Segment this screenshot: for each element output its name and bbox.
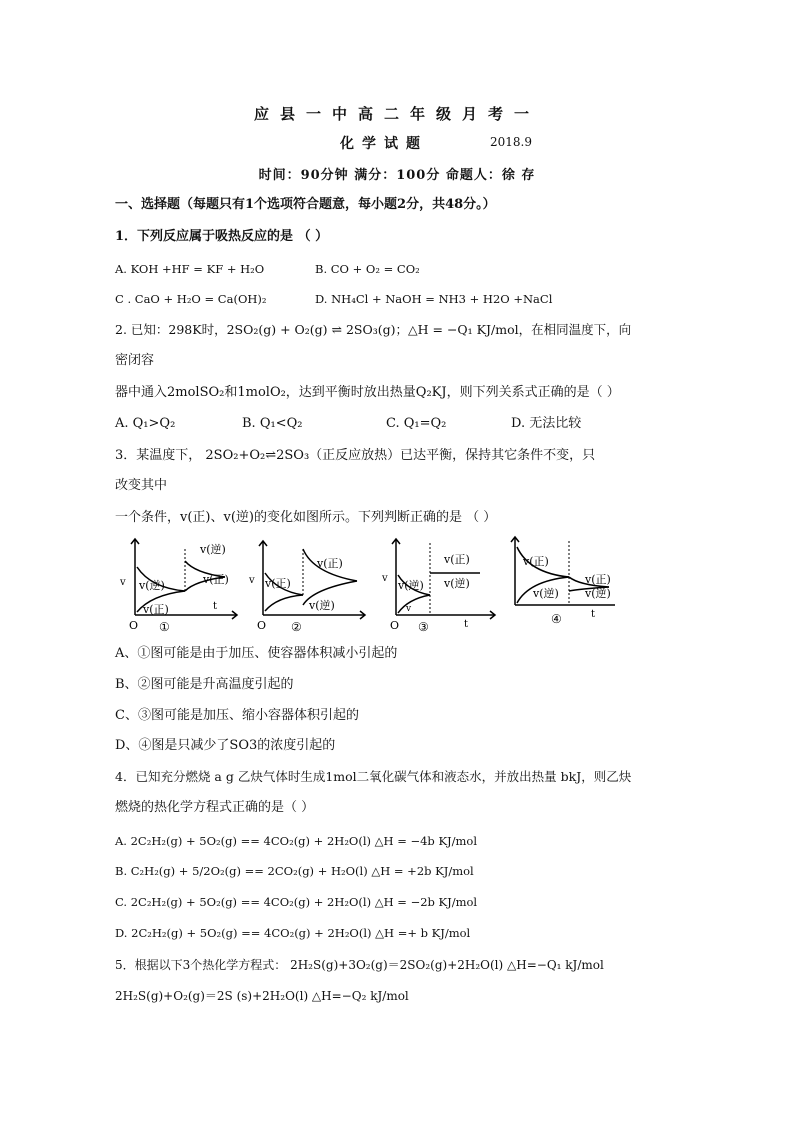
graph4-label-zheng: v(正) xyxy=(585,573,611,586)
q2-stem-2: 密闭容 xyxy=(115,353,155,368)
q2-option-d: D. 无法比较 xyxy=(511,416,582,431)
q3-stem-1: 3．某温度下， 2SO₂+O₂⇌2SO₃（正反应放热）已达平衡，保持其它条件不变，只 xyxy=(115,448,596,463)
q4-stem-1: 4．已知充分燃烧 a g 乙炔气体时生成1mol二氧化碳气体和液态水，并放出热量 bkJ，则乙炔 xyxy=(115,769,632,784)
graph1-label-zheng: v(正) xyxy=(203,573,229,586)
exam-date: 2018.9 xyxy=(490,135,532,149)
exam-info: 时间：90分钟 满分：100分 命题人：徐 存 xyxy=(258,168,536,183)
q4-option-c: C. 2C₂H₂(g) + 5O₂(g) == 4CO₂(g) + 2H₂O(l) △H = −2b KJ/mol xyxy=(115,895,478,909)
q3-graph-4 xyxy=(505,533,620,637)
graph4-number: ④ xyxy=(551,612,562,626)
q1-option-c: C . CaO + H₂O = Ca(OH)₂ xyxy=(115,292,267,306)
graph4-label-ni-2: v(逆) xyxy=(585,587,611,600)
q3-graph-2 xyxy=(247,533,377,637)
graph3-number: ③ xyxy=(418,620,429,633)
graph4-label-ni: v(逆) xyxy=(533,587,559,600)
graph1-label-ni-2: v(逆) xyxy=(139,579,165,592)
q5-stem-2: 2H₂S(g)+O₂(g)＝2S (s)+2H₂O(l) △H=−Q₂ kJ/mol xyxy=(115,989,409,1003)
q4-option-d: D. 2C₂H₂(g) + 5O₂(g) == 4CO₂(g) + 2H₂O(l) △H =+ b KJ/mol xyxy=(115,926,471,940)
q2-option-b: B. Q₁<Q₂ xyxy=(242,416,303,431)
q4-stem-2: 燃烧的热化学方程式正确的是（ ） xyxy=(115,800,315,815)
graph2-origin: O xyxy=(257,619,267,632)
graph2-number: ② xyxy=(291,620,302,633)
graph3-label-ni: v(逆) xyxy=(444,577,470,590)
q3-stem-2: 改变其中 xyxy=(115,478,168,493)
q3-graph-1 xyxy=(115,533,245,637)
graph1-label-ni: v(逆) xyxy=(200,543,226,556)
q3-option-d: D、④图是只减少了SO3的浓度引起的 xyxy=(115,738,336,753)
graph1-label-zheng-2: v(正) xyxy=(143,603,169,616)
graph4-label-zheng-top: v(正) xyxy=(523,555,549,568)
q2-stem-1: 2. 已知：298K时，2SO₂(g) + O₂(g) ⇌ 2SO₃(g)；△H = −Q₁ KJ/mol，在相同温度下，向 xyxy=(115,322,632,337)
q2-option-c: C. Q₁=Q₂ xyxy=(386,416,447,431)
graph3-origin: O xyxy=(390,619,400,632)
graph2-label-zheng-2: v(正) xyxy=(265,577,291,590)
graph2-label-ni: v(逆) xyxy=(309,599,335,612)
graph1-origin: O xyxy=(129,619,139,632)
graph1-axis-v: v xyxy=(120,577,126,588)
graph3-axis-t: t xyxy=(464,619,469,630)
graph3-label-zheng: v(正) xyxy=(444,553,470,566)
graph1-axis-t: t xyxy=(213,601,218,612)
q3-stem-3: 一个条件，v(正)、v(逆)的变化如图所示。下列判断正确的是 （ ） xyxy=(115,510,497,525)
graph4-axis-t: t xyxy=(591,609,596,620)
q1-stem: 1．下列反应属于吸热反应的是 （ ） xyxy=(115,229,329,244)
graph3-label-small: v xyxy=(406,604,412,614)
graph3-label-ni-2: v(逆) xyxy=(398,579,424,592)
q1-option-d: D. NH₄Cl + NaOH = NH3 + H2O +NaCl xyxy=(315,292,553,306)
q1-option-b: B. CO + O₂ = CO₂ xyxy=(315,262,420,276)
graph3-axis-v: v xyxy=(382,573,388,584)
section-heading: 一、选择题（每题只有1个选项符合题意，每小题2分，共48分。） xyxy=(115,197,496,212)
exam-subtitle: 化学试题 xyxy=(340,136,428,152)
q5-stem-1: 5．根据以下3个热化学方程式： 2H₂S(g)+3O₂(g)＝2SO₂(g)+2H₂O(l) △H=−Q₁ kJ/mol xyxy=(115,958,604,972)
q3-option-a: A、①图可能是由于加压、使容器体积减小引起的 xyxy=(115,646,398,661)
exam-title: 应县一中高二年级月考一 xyxy=(253,105,540,123)
graph2-label-zheng: v(正) xyxy=(317,557,343,570)
q1-option-a: A. KOH +HF = KF + H₂O xyxy=(115,262,265,276)
q3-option-c: C、③图可能是加压、缩小容器体积引起的 xyxy=(115,708,359,723)
q2-stem-3: 器中通入2molSO₂和1molO₂，达到平衡时放出热量Q₂KJ，则下列关系式正确的是（ ） xyxy=(115,385,620,400)
graph1-number: ① xyxy=(159,620,170,633)
graph2-axis-v: v xyxy=(249,575,255,586)
q2-option-a: A. Q₁>Q₂ xyxy=(115,416,176,431)
q4-option-a: A. 2C₂H₂(g) + 5O₂(g) == 4CO₂(g) + 2H₂O(l) △H = −4b KJ/mol xyxy=(115,834,478,848)
q3-graph-3 xyxy=(380,533,505,637)
q3-option-b: B、②图可能是升高温度引起的 xyxy=(115,677,294,692)
q4-option-b: B. C₂H₂(g) + 5/2O₂(g) == 2CO₂(g) + H₂O(l) △H = +2b KJ/mol xyxy=(115,864,474,878)
